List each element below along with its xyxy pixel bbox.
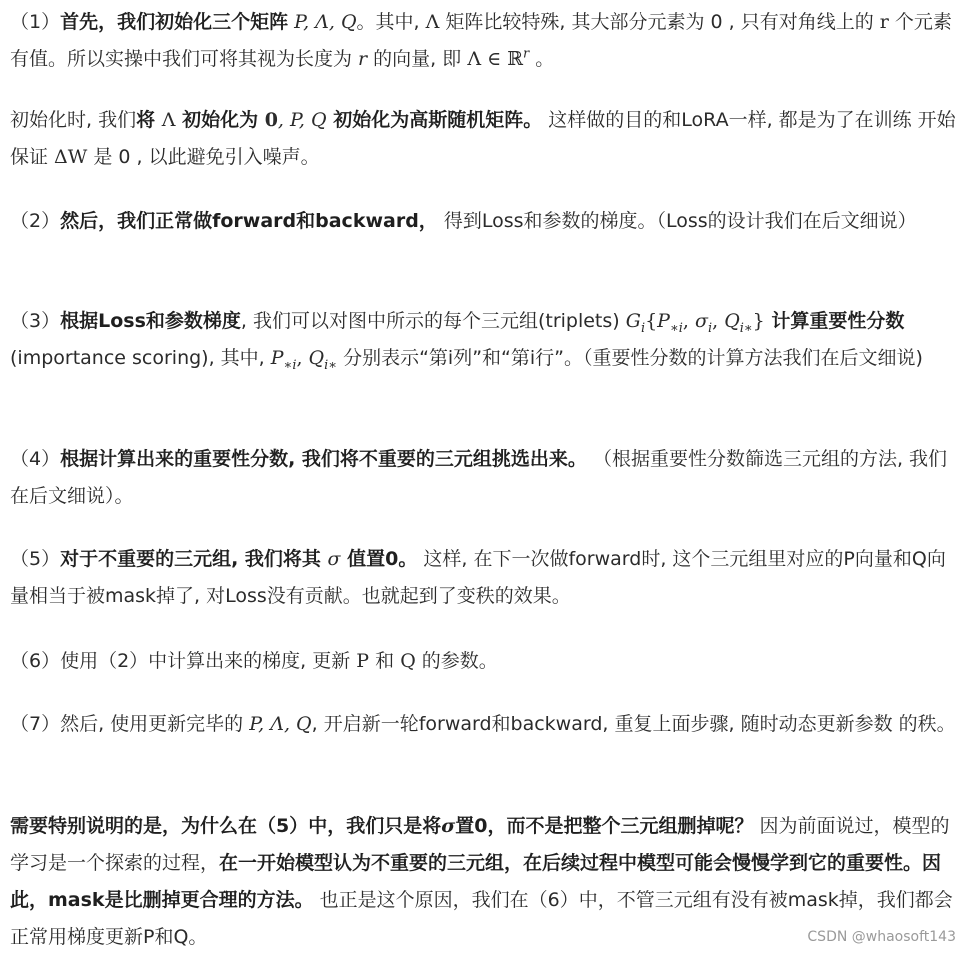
paragraph-step-3 xyxy=(10,303,958,377)
math-expression: Λ ∈ xyxy=(467,48,508,70)
paragraph-step-6 xyxy=(10,643,958,680)
text: 个元素有值。所以实操中我们可将其视为长度为 xyxy=(10,11,952,70)
math-sigma: σ xyxy=(441,815,456,837)
math-delta-w: ΔW xyxy=(54,146,88,168)
text: 也正是这个原因，我们在（6）中，不管三元组有没有被mask掉，我们都会正常用梯度更新P和Q。 xyxy=(10,889,953,948)
math-zero: 0 xyxy=(264,109,278,131)
bold-text: 初始化为高斯随机矩阵。 xyxy=(326,109,543,131)
math-reals: ℝ xyxy=(507,48,523,70)
bold-text: 计算重要性分数 xyxy=(764,310,905,332)
bold-text: 置0，而不是把整个三元组删掉呢？ xyxy=(455,815,754,837)
step-number: （4） xyxy=(10,448,61,470)
text: 。 xyxy=(529,48,555,70)
bold-text: 将 xyxy=(136,109,162,131)
text: （根据重要性分数篩选三元组的方法, 我们在后文细说）。 xyxy=(10,448,948,507)
step-number: （1） xyxy=(10,11,61,33)
bold-text: 然后，我们正常做forward和backward， xyxy=(60,210,438,232)
math-p: P xyxy=(657,310,670,332)
math-lambda: Λ xyxy=(161,109,176,131)
math-p: P xyxy=(270,347,284,369)
math-subscript: ∗i xyxy=(669,320,683,336)
math-sigma: σ xyxy=(327,548,341,570)
math-pq: , P, Q xyxy=(277,109,327,131)
text: 是 0 , 以此避免引入噪声。 xyxy=(87,146,320,168)
math-comma: , xyxy=(296,347,309,369)
text: 。其中, xyxy=(356,11,426,33)
bold-text: 值置0。 xyxy=(340,548,418,570)
math-comma: , xyxy=(712,310,725,332)
step-number: （3） xyxy=(10,310,61,332)
math-subscript: i∗ xyxy=(324,357,338,373)
text: , 我们可以对图中所示的每个三元组(triplets) xyxy=(240,310,626,332)
text: 矩阵比较特殊, 其大部分元素为 0 , 只有对角线上的 xyxy=(439,11,880,33)
text: 初始化时, 我们 xyxy=(10,109,137,131)
text: , 开启新一轮forward和backward, 重复上面步骤, 随时动态更新参数 的秩。 xyxy=(311,713,956,735)
math-p: P xyxy=(356,650,370,672)
text: （6）使用（2）中计算出来的梯度, 更新 xyxy=(10,650,357,672)
paragraph-init xyxy=(10,102,958,176)
text: （7）然后, 使用更新完毕的 xyxy=(10,713,250,735)
bold-text: 首先，我们初始化三个矩阵 xyxy=(60,11,289,33)
paragraph-step-4 xyxy=(10,441,958,515)
math-q: Q xyxy=(308,347,325,369)
math-matrices: P, Λ, Q xyxy=(294,11,357,33)
math-r: r xyxy=(358,48,368,70)
paragraph-step-5 xyxy=(10,541,958,615)
math-subscript: i∗ xyxy=(739,320,753,336)
math-brace: { xyxy=(645,310,658,332)
math-sigma: σ xyxy=(694,310,708,332)
text: 分别表示“第i列”和“第i行”。（重要性分数的计算方法我们在后文细说) xyxy=(337,347,923,369)
text: 这样, 在下一次做forward时, 这个三元组里对应的P向量和Q向量相当于被mask掉了, 对Loss没有贡献。也就起到了变秩的效果。 xyxy=(10,548,946,607)
math-triplet-symbol: G xyxy=(625,310,641,332)
text: 和 xyxy=(369,650,401,672)
math-superscript: r xyxy=(522,46,530,62)
bold-text: 根据计算出来的重要性分数, 我们将不重要的三元组挑选出来。 xyxy=(60,448,587,470)
bold-text: 对于不重要的三元组, 我们将其 xyxy=(60,548,328,570)
math-comma: , xyxy=(682,310,695,332)
text: 因为前面说过，模型的学习是一个探索的过程， xyxy=(10,815,950,874)
csdn-watermark: CSDN @whaosoft143 xyxy=(807,929,956,945)
math-r: r xyxy=(879,11,889,33)
math-q: Q xyxy=(724,310,740,332)
bold-text: 在一开始模型认为不重要的三元组，在后续过程中模型可能会慢慢学到它的重要性。因此，mask是比删掉更合理的方法。 xyxy=(10,852,942,911)
bold-text: 根据Loss和参数梯度 xyxy=(60,310,241,332)
text: 的向量, 即 xyxy=(367,48,468,70)
text: 得到Loss和参数的梯度。（Loss的设计我们在后文细说） xyxy=(437,210,917,232)
paragraph-step-7 xyxy=(10,706,958,743)
text: 的参数。 xyxy=(415,650,498,672)
math-lambda: Λ xyxy=(425,11,440,33)
paragraph-step-2 xyxy=(10,203,958,240)
text: 这样做的目的和LoRA一样, 都是为了在训练 开始保证 xyxy=(10,109,956,168)
bold-text: 需要特别说明的是，为什么在（5）中，我们只是将 xyxy=(10,815,442,837)
step-number: （5） xyxy=(10,548,61,570)
math-subscript: i xyxy=(640,320,646,336)
text: (importance scoring), 其中, xyxy=(10,347,271,369)
paragraph-step-1 xyxy=(10,4,958,78)
math-q: Q xyxy=(400,650,416,672)
math-brace: } xyxy=(752,310,765,332)
step-number: （2） xyxy=(10,210,61,232)
math-matrices: P, Λ, Q xyxy=(249,713,312,735)
math-subscript: i xyxy=(707,320,713,336)
math-subscript: ∗i xyxy=(283,357,297,373)
bold-text: 初始化为 xyxy=(175,109,265,131)
